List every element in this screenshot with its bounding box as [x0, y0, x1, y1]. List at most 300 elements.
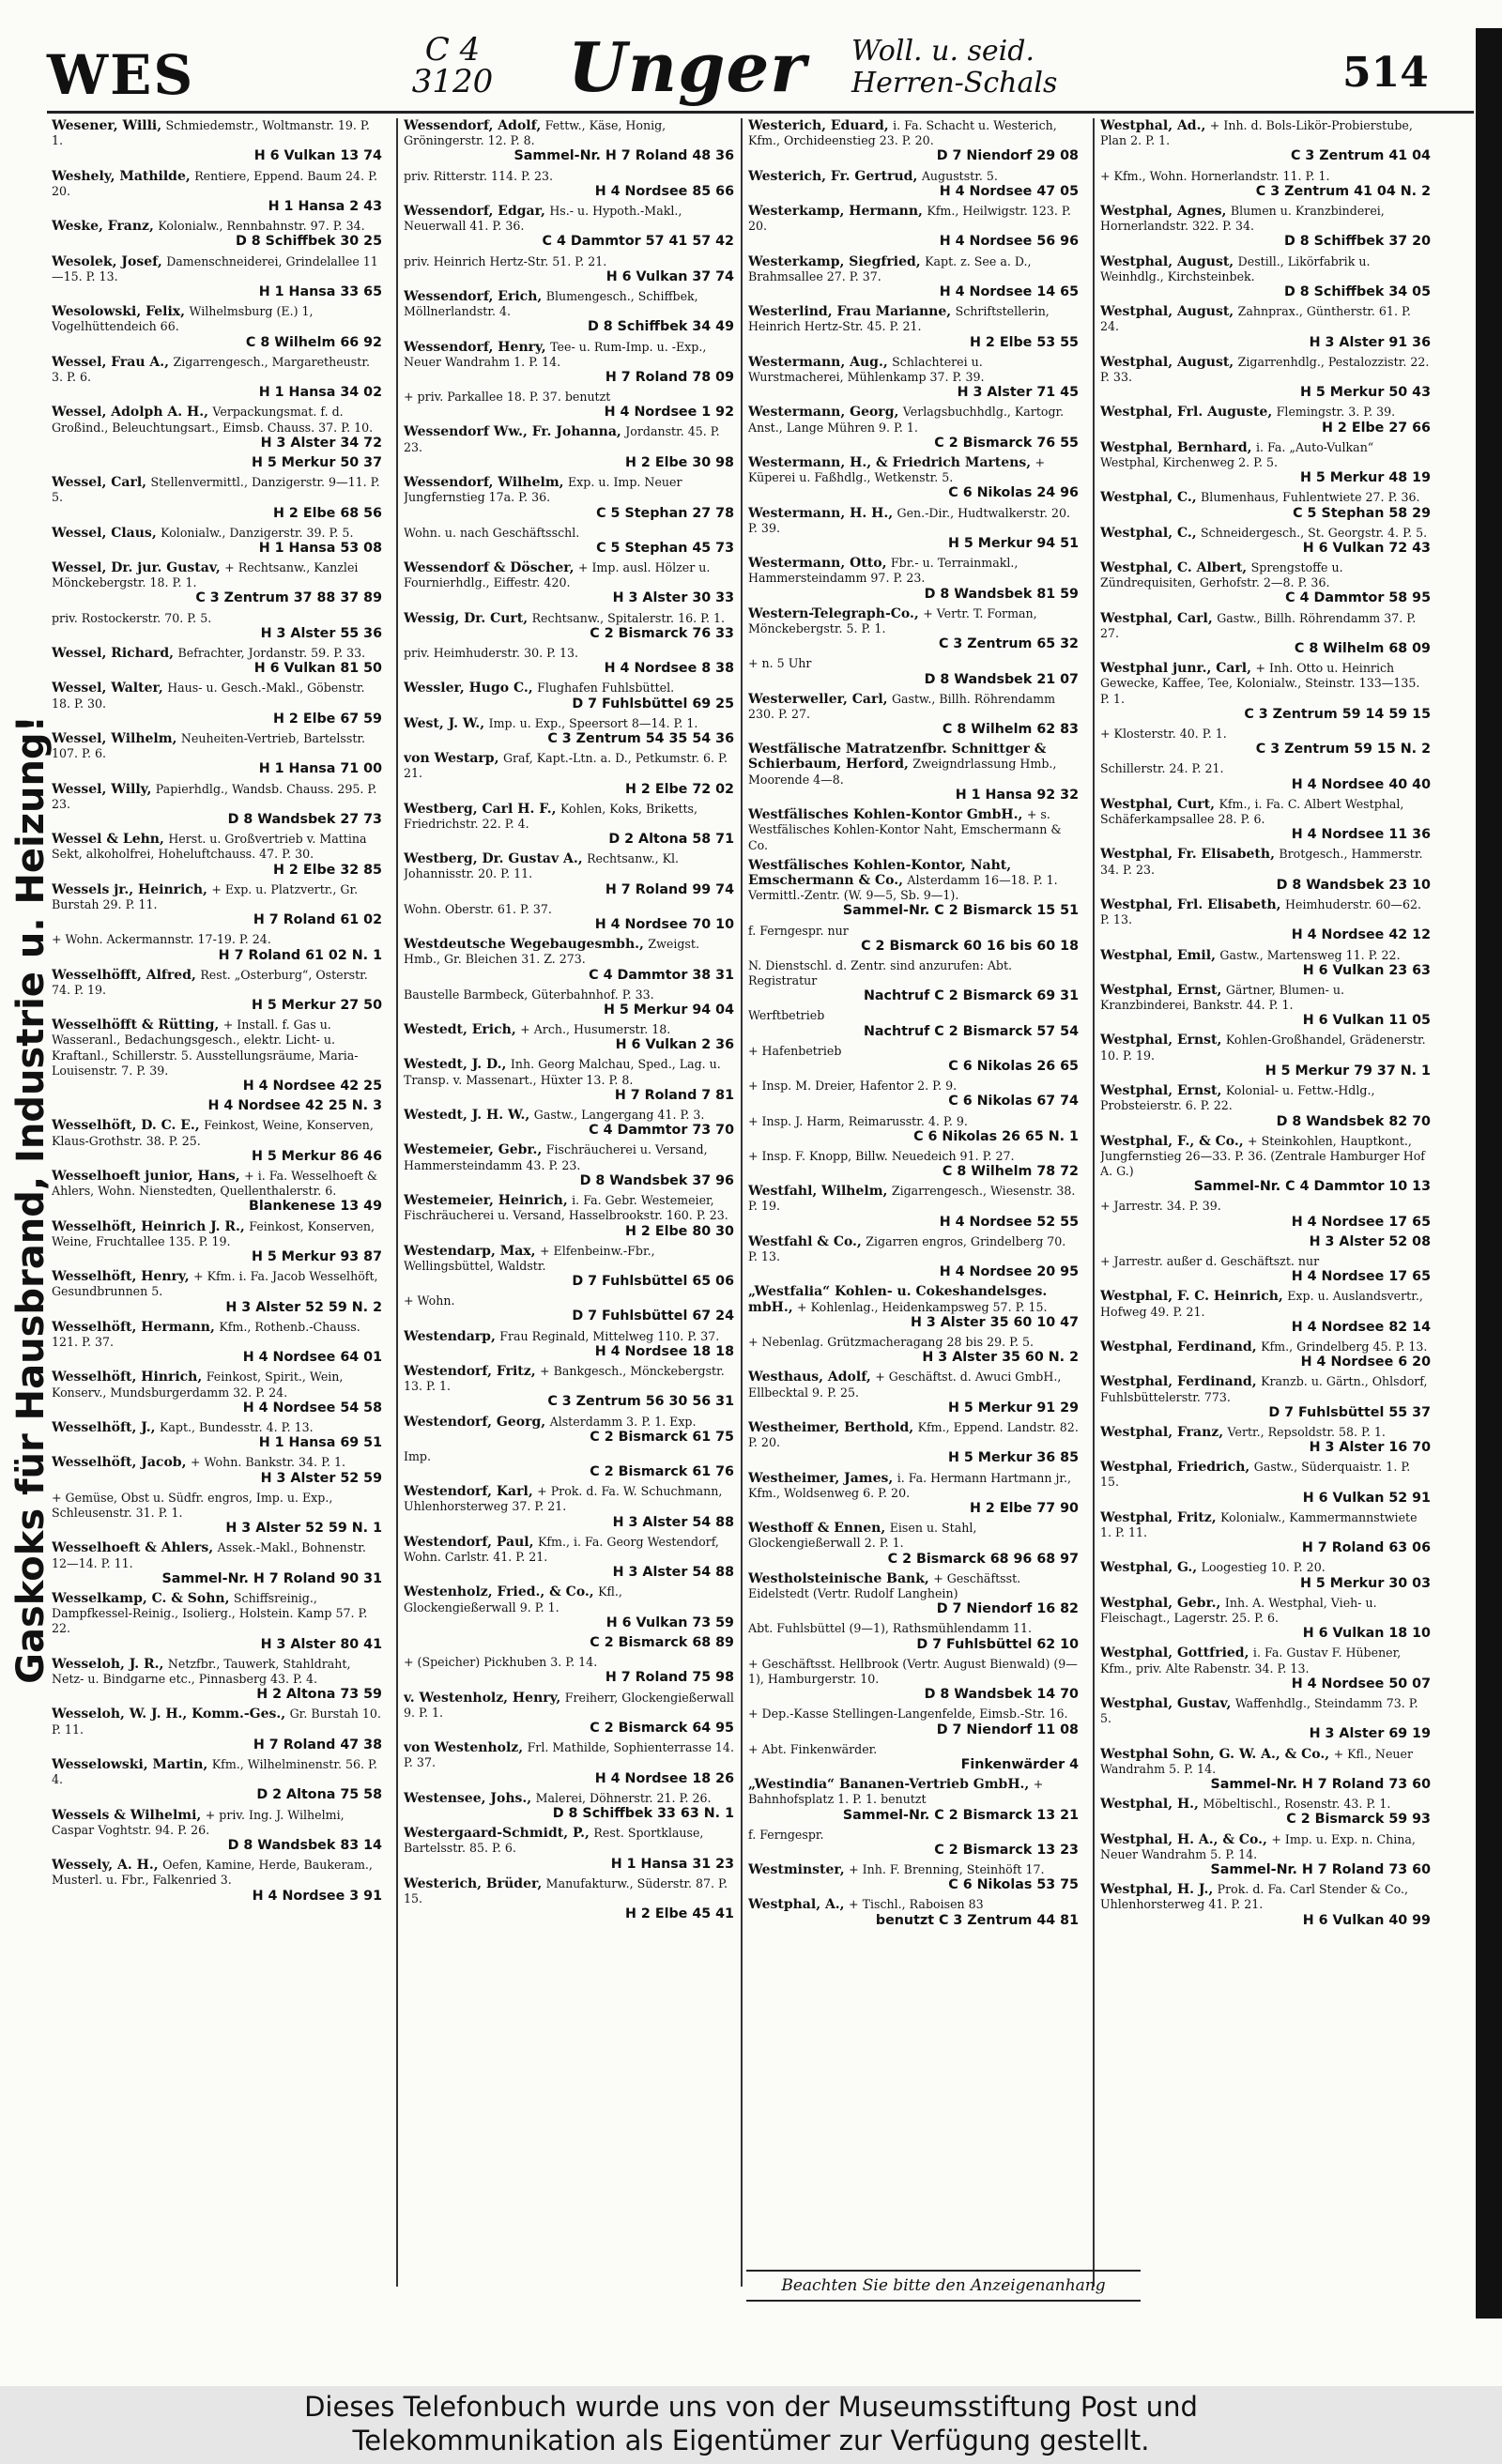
listing-details: Zigarrenhdlg., Pestalozzistr. 22. P. 33. [1100, 354, 1430, 384]
listing-phone: H 3 Alster 54 88 [612, 1514, 734, 1530]
listing-column-2 [404, 118, 734, 2043]
page-number: 514 [1342, 49, 1429, 97]
listing-entry [1100, 1696, 1431, 1742]
listing-name: Westphal, Curt, [1100, 796, 1215, 812]
listing-name: Wessendorf Ww., Fr. Johanna, [404, 424, 621, 440]
listing-entry [404, 751, 734, 797]
listing-entry [748, 656, 1079, 686]
listing-phone: benutzt C 3 Zentrum 44 81 [875, 1912, 1079, 1928]
listing-entry [404, 1635, 734, 1650]
listing-phone: D 7 Fuhlsbüttel 69 25 [572, 696, 734, 712]
listing-entry [748, 1571, 1079, 1617]
listing-entry [52, 1757, 382, 1803]
listing-details: Abt. Fuhlsbüttel (9—1), Rathsmühlendamm 11. [748, 1621, 1033, 1636]
listing-details: Vertr., Repsoldstr. 58. P. 1. [1227, 1424, 1386, 1439]
listing-phone: H 3 Alster 91 36 [1309, 334, 1431, 350]
listing-name: Westdeutsche Wegebaugesmbh., [404, 937, 644, 953]
listing-details: + Abt. Finkenwärder. [748, 1741, 878, 1756]
listing-name: Westhaus, Adolf, [748, 1370, 871, 1385]
listing-name: Westheimer, Berthold, [748, 1419, 914, 1435]
listing-name: Westfälisches Kohlen-Kontor GmbH., [748, 807, 1023, 823]
listing-column-4 [1100, 118, 1431, 2043]
listing-phone: H 2 Elbe 32 85 [273, 862, 382, 878]
listing-entry [52, 1269, 382, 1315]
listing-phone: C 3 Zentrum 37 88 37 89 [195, 590, 382, 606]
listing-name: Wesolowski, Felix, [52, 304, 186, 320]
listing-phone: H 4 Nordsee 82 14 [1291, 1319, 1431, 1335]
listing-entry [1100, 948, 1431, 978]
listing-phone: D 8 Wandsbek 14 70 [924, 1687, 1079, 1703]
listing-phone: H 5 Merkur 94 04 [603, 1002, 734, 1018]
listing-name: Westphal, Fr. Elisabeth, [1100, 847, 1275, 863]
listing-details: + Jarrestr. 34. P. 39. [1100, 1199, 1221, 1214]
listing-phone: Sammel-Nr. C 2 Bismarck 15 51 [842, 903, 1079, 919]
listing-details: Malerei, Döhnerstr. 21. P. 26. [535, 1790, 712, 1805]
listing-name: Wessel, Dr. jur. Gustav, [52, 560, 221, 575]
listing-phone: C 3 Zentrum 56 30 56 31 [547, 1394, 734, 1410]
listing-details: Gastw., Langergang 41. P. 3. [533, 1108, 705, 1123]
listing-name: Westphal, F. C. Heinrich, [1100, 1289, 1283, 1305]
listing-details: Befrachter, Jordanstr. 59. P. 33. [177, 645, 366, 660]
listing-details: + Geschäftsst. Eidelstedt (Vertr. Rudolf Langhein) [748, 1570, 1021, 1600]
listing-details: Frau Reginald, Mittelweg 110. P. 37. [499, 1328, 720, 1343]
listing-phone: C 2 Bismarck 68 96 68 97 [887, 1551, 1079, 1567]
listing-name: Westendorf, Fritz, [404, 1363, 536, 1379]
listing-name: von Westarp, [404, 751, 499, 767]
listing-entry [404, 1329, 734, 1359]
listing-name: Westfälische Matratzenfbr. Schnittger & Schierbaum, Herford, [748, 742, 1047, 773]
listing-entry [404, 646, 734, 676]
listing-details: Haus- u. Gesch.-Makl., Göbenstr. 18. P. 30. [52, 681, 365, 711]
listing-name: Westerich, Brüder, [404, 1875, 543, 1891]
listing-phone: H 3 Alster 80 41 [260, 1636, 382, 1652]
listing-entry [1100, 1645, 1431, 1691]
listing-details: Stellenvermittl., Danzigerstr. 9—11. P. 5. [52, 475, 380, 505]
listing-phone: H 6 Vulkan 18 10 [1302, 1626, 1431, 1642]
listing-name: Westholsteinische Bank, [748, 1570, 929, 1586]
listing-phone: C 3 Zentrum 54 35 54 36 [547, 730, 734, 746]
listing-phone: D 8 Schiffbek 37 20 [1283, 234, 1431, 250]
listing-entry [748, 1471, 1079, 1517]
listing-phone: H 3 Alster 52 59 N. 1 [225, 1521, 382, 1537]
listing-entry [1100, 1560, 1431, 1590]
listing-name: Westendorf, Georg, [404, 1414, 546, 1430]
listing-name: von Westenholz, [404, 1740, 524, 1756]
listing-entry [1100, 1832, 1431, 1878]
listing-phone: C 4 Dammtor 57 41 57 42 [542, 234, 734, 250]
listing-phone: H 3 Alster 30 33 [612, 590, 734, 606]
listing-details: Verpackungsmat. f. d. Großind., Beleuchtungsart., Eimsb. Chauss. 37. P. 10. [52, 405, 374, 435]
listing-name: Wessendorf & Döscher, [404, 560, 575, 575]
listing-name: Wessel, Walter, [52, 681, 163, 696]
listing-name: Wessendorf, Erich, [404, 288, 543, 304]
listing-entry [1100, 1425, 1431, 1455]
listing-name: Westerlind, Frau Marianne, [748, 304, 952, 320]
header-ad-code-top: C 4 [424, 31, 481, 69]
listing-entry [1100, 204, 1431, 250]
listing-phone: H 6 Vulkan 72 43 [1302, 540, 1431, 556]
listing-phone: H 4 Nordsee 40 40 [1291, 776, 1431, 792]
listing-details: Kranzb. u. Gärtn., Ohlsdorf, Fuhlsbüttelerstr. 773. [1100, 1374, 1428, 1404]
listing-entry [404, 851, 734, 897]
listing-name: Wesselhöft, Henry, [52, 1269, 190, 1285]
footer-credit-line1: Dieses Telefonbuch wurde uns von der Museumsstiftung Post und [304, 2391, 1198, 2423]
listing-name: Wesselhöft, J., [52, 1419, 156, 1435]
listing-phone: C 3 Zentrum 59 14 59 15 [1244, 706, 1431, 722]
listing-phone: C 2 Bismarck 59 93 [1286, 1812, 1431, 1828]
listing-details: + Install. f. Gas u. Wasseranl., Bedachungsgesch., elektr. Licht- u. Kraftanl., Schillerstr. 5. Ausstellungsräume, Maria-Louisenstr. 7. P. 39. [52, 1018, 359, 1078]
listing-entry [52, 1540, 382, 1586]
listing-details: + Elfenbeinw.-Fbr., Wellingsbüttel, Waldstr. [404, 1243, 655, 1273]
listing-entry [52, 782, 382, 828]
listing-phone: H 3 Alster 52 59 [260, 1470, 382, 1486]
listing-phone: H 4 Nordsee 3 91 [252, 1888, 382, 1904]
listing-phone: H 1 Hansa 53 08 [258, 540, 382, 556]
listing-name: Westphal, Friedrich, [1100, 1460, 1250, 1476]
listing-entry [1100, 526, 1431, 556]
listing-phone: H 4 Nordsee 64 01 [242, 1350, 382, 1366]
listing-phone: H 7 Roland 61 02 N. 1 [218, 947, 382, 963]
listing-phone: Sammel-Nr. C 2 Bismarck 13 21 [842, 1807, 1079, 1823]
listing-entry [748, 1284, 1079, 1330]
listing-phone: D 7 Fuhlsbüttel 55 37 [1268, 1404, 1431, 1420]
listing-entry [1100, 661, 1431, 722]
listing-details: Kfm., i. Fa. Georg Westendorf, Wohn. Carlstr. 41. P. 21. [404, 1534, 719, 1565]
listing-name: Westheimer, James, [748, 1470, 894, 1486]
header-index-word: WES [47, 43, 195, 107]
listing-details: + Nebenlag. Grützmacheragang 28 bis 29. P. 5. [748, 1335, 1035, 1350]
listing-entry [748, 1149, 1079, 1179]
listing-details: Schillerstr. 24. P. 21. [1100, 761, 1224, 776]
listing-entry [52, 681, 382, 727]
listing-entry [404, 1584, 734, 1630]
listing-phone: H 5 Merkur 36 85 [947, 1450, 1079, 1466]
listing-phone: D 8 Wandsbek 37 96 [579, 1172, 734, 1188]
listing-details: Damenschneiderei, Grindelallee 11—15. P. 13. [52, 253, 378, 283]
listing-name: West, J. W., [404, 715, 485, 731]
listing-entry [52, 1098, 382, 1113]
listing-name: Wessendorf, Wilhelm, [404, 475, 564, 491]
listing-phone: C 2 Bismarck 61 75 [590, 1429, 734, 1445]
listing-entry [748, 1828, 1079, 1858]
listing-phone: H 4 Nordsee 6 20 [1300, 1354, 1431, 1370]
listing-entry [52, 1018, 382, 1094]
listing-details: + Inh. Otto u. Heinrich Gewecke, Kaffee, Tee, Kolonialw., Steinstr. 133—135. P. 1. [1100, 661, 1420, 706]
listing-name: v. Westenholz, Henry, [404, 1690, 561, 1706]
listing-entry [404, 1057, 734, 1103]
listing-name: Westphal, August, [1100, 304, 1234, 320]
listing-name: Westermann, H. H., [748, 505, 894, 521]
listing-phone: H 6 Vulkan 11 05 [1302, 1013, 1431, 1029]
listing-details: Schlachterei u. Wurstmacherei, Mühlenkamp 37. P. 39. [748, 354, 985, 384]
listing-name: Weshely, Mathilde, [52, 168, 191, 184]
listing-entry [1100, 897, 1431, 943]
listing-entry [404, 424, 734, 470]
listing-details: priv. Ritterstr. 114. P. 23. [404, 168, 554, 183]
listing-entry [404, 560, 734, 606]
listing-phone: H 7 Roland 7 81 [614, 1087, 734, 1103]
listing-name: Westphal, C., [1100, 490, 1197, 506]
listing-phone: H 4 Nordsee 42 25 N. 3 [207, 1098, 382, 1114]
listing-name: Wessely, A. H., [52, 1858, 159, 1874]
listing-details: N. Dienstschl. d. Zentr. sind anzurufen: Abt. Registratur [748, 957, 1013, 988]
listing-phone: C 8 Wilhelm 66 92 [245, 334, 382, 350]
listing-entry [748, 1184, 1079, 1230]
listing-name: Westphal, Gebr., [1100, 1595, 1221, 1611]
listing-phone: H 1 Hansa 71 00 [258, 761, 382, 777]
listing-details: + Arch., Husumerstr. 18. [520, 1022, 671, 1037]
listing-name: Weske, Franz, [52, 219, 154, 235]
listing-details: Gastw., Martensweg 11. P. 22. [1219, 947, 1401, 962]
listing-details: + priv. Ing. J. Wilhelmi, Caspar Voghtstr. 94. P. 26. [52, 1807, 345, 1837]
listing-phone: H 3 Alster 34 72 [260, 435, 382, 451]
page-header [47, 28, 1474, 113]
listing-name: Westensee, Johs., [404, 1790, 532, 1806]
listing-phone: H 5 Merkur 94 51 [947, 535, 1079, 551]
listing-name: Westphal, Gustav, [1100, 1695, 1232, 1711]
listing-phone: D 8 Schiffbek 34 49 [587, 319, 734, 335]
listing-name: Westermann, Otto, [748, 556, 887, 572]
listing-entry [1100, 847, 1431, 893]
sidebar-advert-text: Gaskoks für Hausbrand, Industrie u. Heizung! [9, 715, 53, 1684]
listing-details: Kfm., i. Fa. C. Albert Westphal, Schäferkampsallee 28. P. 6. [1100, 796, 1404, 826]
listing-details: i. Fa. Gebr. Westemeier, Fischräucherei u. Versand, Hasselbrookstr. 160. P. 23. [404, 1193, 728, 1223]
listing-name: Wesselhöfft & Rütting, [52, 1018, 220, 1033]
listing-phone: H 6 Vulkan 2 36 [615, 1037, 734, 1053]
listing-entry [748, 1114, 1079, 1144]
listing-phone: H 4 Nordsee 42 25 [242, 1079, 382, 1094]
listing-details: Loogestieg 10. P. 20. [1201, 1560, 1326, 1575]
listing-phone: H 2 Elbe 45 41 [625, 1906, 734, 1922]
listing-details: Exp. u. Imp. Neuer Jungfernstieg 17a. P. 36. [404, 475, 682, 505]
listing-entry [748, 355, 1079, 401]
listing-entry [748, 169, 1079, 199]
listing-name: Westfahl, Wilhelm, [748, 1184, 888, 1200]
listing-phone: H 4 Nordsee 54 58 [242, 1400, 382, 1416]
listing-name: Wesselhöfft, Alfred, [52, 967, 196, 983]
listing-details: + Prok. d. Fa. W. Schuchmann, Uhlenhorsterweg 37. P. 21. [404, 1484, 723, 1514]
listing-name: Westerkamp, Siegfried, [748, 253, 921, 269]
listing-name: Westemeier, Heinrich, [404, 1193, 568, 1209]
listing-phone: Nachtruf C 2 Bismarck 69 31 [863, 988, 1079, 1004]
listing-details: Schiffsreinig., Dampfkessel-Reinig., Isolierg., Holstein. Kamp 57. P. 22. [52, 1590, 368, 1636]
listing-entry [404, 1022, 734, 1052]
listing-phone: H 4 Nordsee 56 96 [939, 234, 1079, 250]
listing-entry [404, 1364, 734, 1410]
listing-name: Westermann, H., & Friedrich Martens, [748, 454, 1032, 470]
listing-details: Imp. [404, 1448, 431, 1463]
listing-details: + Gemüse, Obst u. Südfr. engros, Imp. u. Exp., Schleusenstr. 31. P. 1. [52, 1490, 333, 1520]
listing-details: + n. 5 Uhr [748, 656, 812, 671]
listing-phone: D 7 Fuhlsbüttel 62 10 [916, 1636, 1079, 1652]
listing-details: + Jarrestr. außer d. Geschäftszt. nur [1100, 1253, 1320, 1268]
listing-details: + Geschäftsst. Hellbrook (Vertr. August Bienwald) (9—1), Hamburgerstr. 10. [748, 1656, 1078, 1686]
listing-phone: C 5 Stephan 45 73 [596, 540, 734, 556]
listing-phone: D 8 Wandsbek 83 14 [227, 1837, 382, 1853]
listing-entry [748, 1777, 1079, 1823]
listing-phone: H 3 Alster 54 88 [612, 1565, 734, 1581]
listing-entry [404, 1415, 734, 1445]
listing-name: Wessendorf, Henry, [404, 339, 546, 355]
listing-phone: H 5 Merkur 27 50 [251, 998, 382, 1014]
listing-phone: H 5 Merkur 50 43 [1299, 385, 1431, 401]
listing-details: Auguststr. 5. [921, 168, 998, 183]
listing-details: Alsterdamm 16—18. P. 1. Vermittl.-Zentr. (W. 9—5, Sb. 9—1). [748, 872, 1058, 903]
listing-phone: D 7 Niendorf 29 08 [936, 148, 1079, 164]
listing-entry [748, 455, 1079, 501]
listing-entry [52, 219, 382, 249]
listing-name: Wessendorf, Adolf, [404, 118, 542, 133]
listing-name: Westphal, Ernst, [1100, 1083, 1222, 1099]
listing-details: Rest. Sportklause, Bartelsstr. 85. P. 6. [404, 1826, 704, 1856]
listing-details: Kolonialw., Rennbahnstr. 97. P. 34. [158, 219, 365, 234]
listing-details: Wohn. Oberstr. 61. P. 37. [404, 901, 552, 916]
listing-entry [1100, 611, 1431, 657]
listing-entry [748, 1521, 1079, 1567]
listing-phone: C 4 Dammtor 38 31 [589, 967, 734, 983]
listing-details: Gastw., Billh. Röhrendamm 37. P. 27. [1100, 610, 1417, 640]
listing-name: Westphal, Frl. Elisabeth, [1100, 896, 1281, 912]
listing-phone: H 4 Nordsee 14 65 [939, 284, 1079, 300]
listing-phone: H 1 Hansa 69 51 [258, 1435, 382, 1451]
listing-details: Frl. Mathilde, Sophienterrasse 14. P. 37. [404, 1740, 734, 1770]
listing-entry [52, 832, 382, 878]
listing-phone: H 2 Elbe 67 59 [273, 711, 382, 727]
listing-name: Wessel, Claus, [52, 525, 157, 541]
listing-details: + priv. Parkallee 18. P. 37. benutzt [404, 390, 611, 405]
listing-entry [748, 254, 1079, 300]
listing-details: Kfm., Rothenb.-Chauss. 121. P. 37. [52, 1319, 360, 1350]
listing-name: Westphal, F., & Co., [1100, 1133, 1244, 1149]
listing-details: Exp. u. Auslandsvertr., Hofweg 49. P. 21. [1100, 1289, 1423, 1319]
listing-entry [748, 506, 1079, 552]
listing-name: Westphal, Gottfried, [1100, 1645, 1249, 1661]
listing-phone: C 6 Nikolas 26 65 N. 1 [913, 1128, 1079, 1144]
listing-name: Westminster, [748, 1861, 845, 1877]
listing-phone: H 7 Roland 99 74 [605, 881, 734, 897]
listing-details: + Imp. u. Exp. n. China, Neuer Wandrahm 5. P. 14. [1100, 1831, 1416, 1861]
listing-details: Heimhuderstr. 60—62. P. 13. [1100, 896, 1421, 927]
listing-entry [52, 560, 382, 606]
listing-entry [404, 254, 734, 284]
listing-entry [404, 1791, 734, 1821]
listing-details: + Imp. ausl. Hölzer u. Fournierhdlg., Eiffestr. 420. [404, 560, 711, 590]
listing-entry [52, 968, 382, 1014]
listing-phone: H 4 Nordsee 85 66 [594, 183, 734, 199]
listing-name: Wesselhöft, Hinrich, [52, 1370, 203, 1385]
listing-entry [52, 475, 382, 521]
listing-name: Westphal, Ferdinand, [1100, 1339, 1257, 1354]
listing-details: Rest. „Osterburg“, Osterstr. 74. P. 19. [52, 967, 368, 997]
listing-entry [52, 169, 382, 215]
listing-entry [1100, 761, 1431, 791]
header-ad-slogan [851, 36, 1057, 99]
listing-name: Westphal, C., [1100, 525, 1197, 541]
listing-details: + Wohn. Ackermannstr. 17-19. P. 24. [52, 932, 271, 947]
header-ad-code [396, 31, 509, 100]
listing-name: Wessler, Hugo C., [404, 681, 533, 696]
listing-details: Papierhdlg., Wandsb. Chauss. 295. P. 23. [52, 781, 377, 811]
listing-phone: C 8 Wilhelm 62 83 [942, 722, 1079, 738]
listing-entry [52, 118, 382, 164]
listing-phone: D 8 Wandsbek 81 59 [924, 586, 1079, 602]
listing-phone: H 4 Nordsee 18 26 [594, 1770, 734, 1786]
listing-entry [52, 1591, 382, 1652]
listing-details: Netzfbr., Tauwerk, Stahldraht, Netz- u. Bindgarne etc., Pinnasberg 43. P. 4. [52, 1656, 351, 1686]
listing-name: Westenholz, Fried., & Co., [404, 1584, 594, 1600]
listing-entry [748, 1706, 1079, 1737]
listing-entry [404, 1293, 734, 1324]
listing-details: + Inh. d. Bols-Likör-Probierstube, Plan 2. P. 1. [1100, 118, 1413, 148]
listing-details: Kolonial- u. Fettw.-Hdlg., Probsteierstr. 6. P. 22. [1100, 1083, 1375, 1113]
listing-phone: H 4 Nordsee 18 18 [594, 1343, 734, 1359]
listing-phone: H 3 Alster 52 59 N. 2 [225, 1299, 382, 1315]
listing-entry [1100, 1033, 1431, 1079]
listing-name: „Westfalia“ Kohlen- u. Cokeshandelsges. mbH., [748, 1284, 1048, 1315]
listing-phone: H 6 Vulkan 52 91 [1302, 1490, 1431, 1506]
listing-entry [748, 1008, 1079, 1038]
listing-entry [1100, 169, 1431, 199]
listing-entry [748, 1234, 1079, 1280]
listing-details: Feinkost, Spirit., Wein, Konserv., Mundsburgerdamm 32. P. 24. [52, 1370, 344, 1400]
listing-entry [52, 1370, 382, 1416]
listing-entry [404, 289, 734, 335]
listing-details: Waffenhdlg., Steindamm 73. P. 5. [1100, 1695, 1418, 1726]
listing-phone: H 6 Vulkan 23 63 [1302, 962, 1431, 978]
header-ad-brand: Unger [568, 27, 807, 107]
listing-phone: H 1 Hansa 31 23 [610, 1856, 734, 1872]
listing-phone: H 4 Nordsee 42 12 [1291, 927, 1431, 943]
listing-details: Feinkost, Konserven, Weine, Fruchtallee 135. P. 19. [52, 1218, 376, 1248]
listing-name: Westphal, Ad., [1100, 118, 1206, 133]
listing-name: Westberg, Carl H. F., [404, 801, 557, 817]
listing-phone: H 3 Alster 35 60 10 47 [910, 1314, 1079, 1330]
listing-phone: C 4 Dammtor 58 95 [1285, 590, 1431, 606]
listing-details: i. Fa. „Auto-Vulkan“ Westphal, Kirchenweg 2. P. 5. [1100, 439, 1374, 469]
listing-details: priv. Rostockerstr. 70. P. 5. [52, 610, 212, 625]
listing-entry [1100, 1083, 1431, 1129]
listing-details: Prok. d. Fa. Carl Stender & Co., Uhlenhorsterweg 41. P. 21. [1100, 1882, 1409, 1912]
listing-name: Westendarp, [404, 1328, 496, 1344]
listing-details: + Kohlenlag., Heidenkampsweg 57. P. 15. [797, 1299, 1048, 1314]
listing-details: + Insp. M. Dreier, Hafentor 2. P. 9. [748, 1079, 958, 1094]
listing-phone: D 8 Schiffbek 30 25 [235, 234, 382, 250]
listing-name: Westphal, Franz, [1100, 1424, 1224, 1440]
listing-details: Graf, Kapt.-Ltn. a. D., Petkumstr. 6. P. 21. [404, 751, 728, 781]
listing-details: Flughafen Fuhlsbüttel. [537, 681, 675, 696]
listing-details: Zigarrengesch., Wiesenstr. 38. P. 19. [748, 1184, 1076, 1214]
listing-entry [404, 611, 734, 641]
listing-name: Westphal, H., [1100, 1797, 1199, 1813]
listing-phone: H 5 Merkur 30 03 [1299, 1575, 1431, 1591]
listing-phone: H 4 Nordsee 1 92 [604, 405, 734, 421]
listing-entry [748, 556, 1079, 602]
listing-details: + Tischl., Raboisen 83 [849, 1897, 984, 1912]
listing-details: Gastw., Billh. Röhrendamm 230. P. 27. [748, 691, 1056, 721]
listing-entry [404, 902, 734, 932]
listing-entry [1100, 1510, 1431, 1556]
listing-phone: H 7 Roland 75 98 [605, 1670, 734, 1686]
listing-details: + s. Westfälisches Kohlen-Kontor Naht, Emschermann & Co. [748, 807, 1062, 852]
listing-details: Kfm., Eppend. Landstr. 82. P. 20. [748, 1419, 1079, 1450]
listing-phone: H 1 Hansa 33 65 [258, 284, 382, 300]
listing-details: + Bahnhofsplatz 1. P. 1. benutzt [748, 1777, 1044, 1807]
header-ad-slogan-line1: Woll. u. seid. [851, 35, 1035, 68]
listing-phone: H 5 Merkur 91 29 [947, 1400, 1079, 1416]
listing-phone: Finkenwärder 4 [960, 1756, 1079, 1772]
listing-phone: H 1 Hansa 2 43 [268, 199, 382, 215]
listing-phone: H 7 Roland 61 02 [253, 912, 382, 928]
